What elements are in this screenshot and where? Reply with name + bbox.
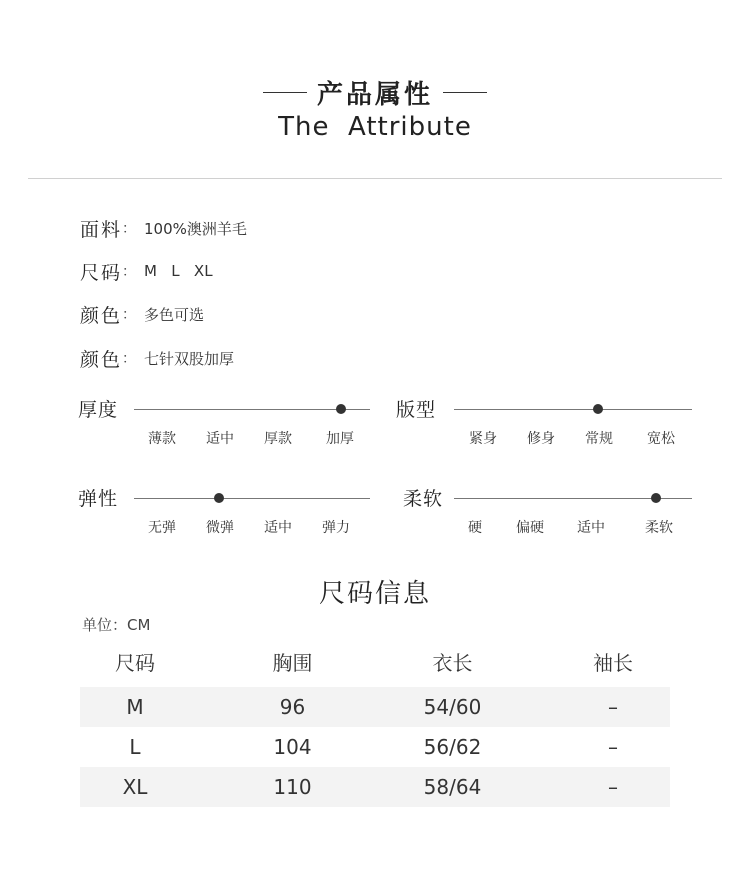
table-row: [80, 767, 670, 807]
table-cell: –: [608, 735, 618, 759]
scale-option: 无弹: [148, 520, 176, 536]
attribute-header: [0, 72, 750, 112]
table-cell: 56/62: [423, 735, 482, 759]
attr-label: 颜色: [80, 348, 123, 371]
header-left-rule: [263, 92, 307, 93]
scale-marker: [593, 404, 603, 414]
scale-track: [134, 498, 370, 499]
table-cell: XL: [122, 775, 148, 799]
scale-thickness: [78, 397, 118, 423]
scale-option: 常规: [585, 431, 613, 447]
scale-option: 适中: [264, 520, 292, 536]
scale-option: 适中: [206, 431, 234, 447]
attr-row-fabric: [80, 214, 247, 242]
table-cell: 110: [273, 775, 312, 799]
table-cell: 58/64: [423, 775, 482, 799]
attr-label: 面料: [80, 218, 123, 241]
scale-option: 紧身: [469, 431, 497, 447]
table-cell: –: [608, 775, 618, 799]
scale-option: 宽松: [647, 431, 675, 447]
attr-label: 尺码: [80, 261, 123, 284]
scale-title: 版型: [396, 399, 437, 421]
scale-option: 弹力: [322, 520, 350, 536]
scale-marker: [214, 493, 224, 503]
attr-row-color: [80, 300, 204, 328]
table-cell: M: [126, 695, 144, 719]
scale-option: 偏硬: [516, 520, 544, 536]
table-cell: –: [608, 695, 618, 719]
attr-label: 颜色: [80, 304, 123, 327]
attr-separator: ：: [122, 307, 137, 323]
section-divider: [28, 178, 722, 179]
size-info-title: 尺码信息: [318, 579, 431, 609]
scale-option: 适中: [577, 520, 605, 536]
scale-option: 厚款: [264, 431, 292, 447]
scale-fit: [396, 397, 436, 423]
header-title-cn: 产品属性: [316, 79, 433, 110]
scale-option: 薄款: [148, 431, 176, 447]
attr-row-size: [80, 257, 213, 285]
attr-value: M L XL: [144, 262, 213, 280]
table-header-row: [80, 641, 670, 681]
attr-value: 多色可选: [144, 305, 205, 324]
table-cell: 96: [279, 695, 306, 719]
attr-value: 100%澳洲羊毛: [144, 219, 247, 238]
header-right-rule: [443, 92, 487, 93]
table-header-cell: 衣长: [432, 650, 473, 675]
scale-title: 厚度: [78, 399, 119, 421]
table-row: [80, 727, 670, 767]
table-cell: L: [129, 735, 141, 759]
table-header-cell: 尺码: [115, 650, 155, 675]
attr-separator: ：: [122, 264, 137, 280]
scale-marker: [651, 493, 661, 503]
table-cell: 54/60: [423, 695, 482, 719]
scale-option: 加厚: [326, 431, 354, 447]
scale-title: 柔软: [403, 488, 444, 510]
attr-separator: ：: [122, 351, 137, 367]
scale-title: 弹性: [78, 488, 119, 510]
size-table: [80, 641, 670, 807]
attr-row-knit: [80, 344, 234, 372]
scale-option: 硬: [468, 520, 482, 536]
attr-value: 七针双股加厚: [144, 349, 235, 368]
scale-marker: [336, 404, 346, 414]
scale-softness: [403, 486, 443, 512]
table-header-cell: 胸围: [272, 650, 313, 675]
scale-option: 柔软: [645, 520, 673, 536]
size-unit: 单位：CM: [82, 616, 151, 634]
scale-track: [454, 409, 692, 410]
scale-option: 微弹: [206, 520, 234, 536]
attr-separator: ：: [122, 221, 137, 237]
table-cell: 104: [273, 735, 312, 759]
scale-track: [134, 409, 370, 410]
header-title-en: The Attribute: [278, 112, 472, 142]
table-row: [80, 687, 670, 727]
table-header-cell: 袖长: [593, 650, 633, 675]
scale-elasticity: [78, 486, 118, 512]
scale-option: 修身: [527, 431, 555, 447]
